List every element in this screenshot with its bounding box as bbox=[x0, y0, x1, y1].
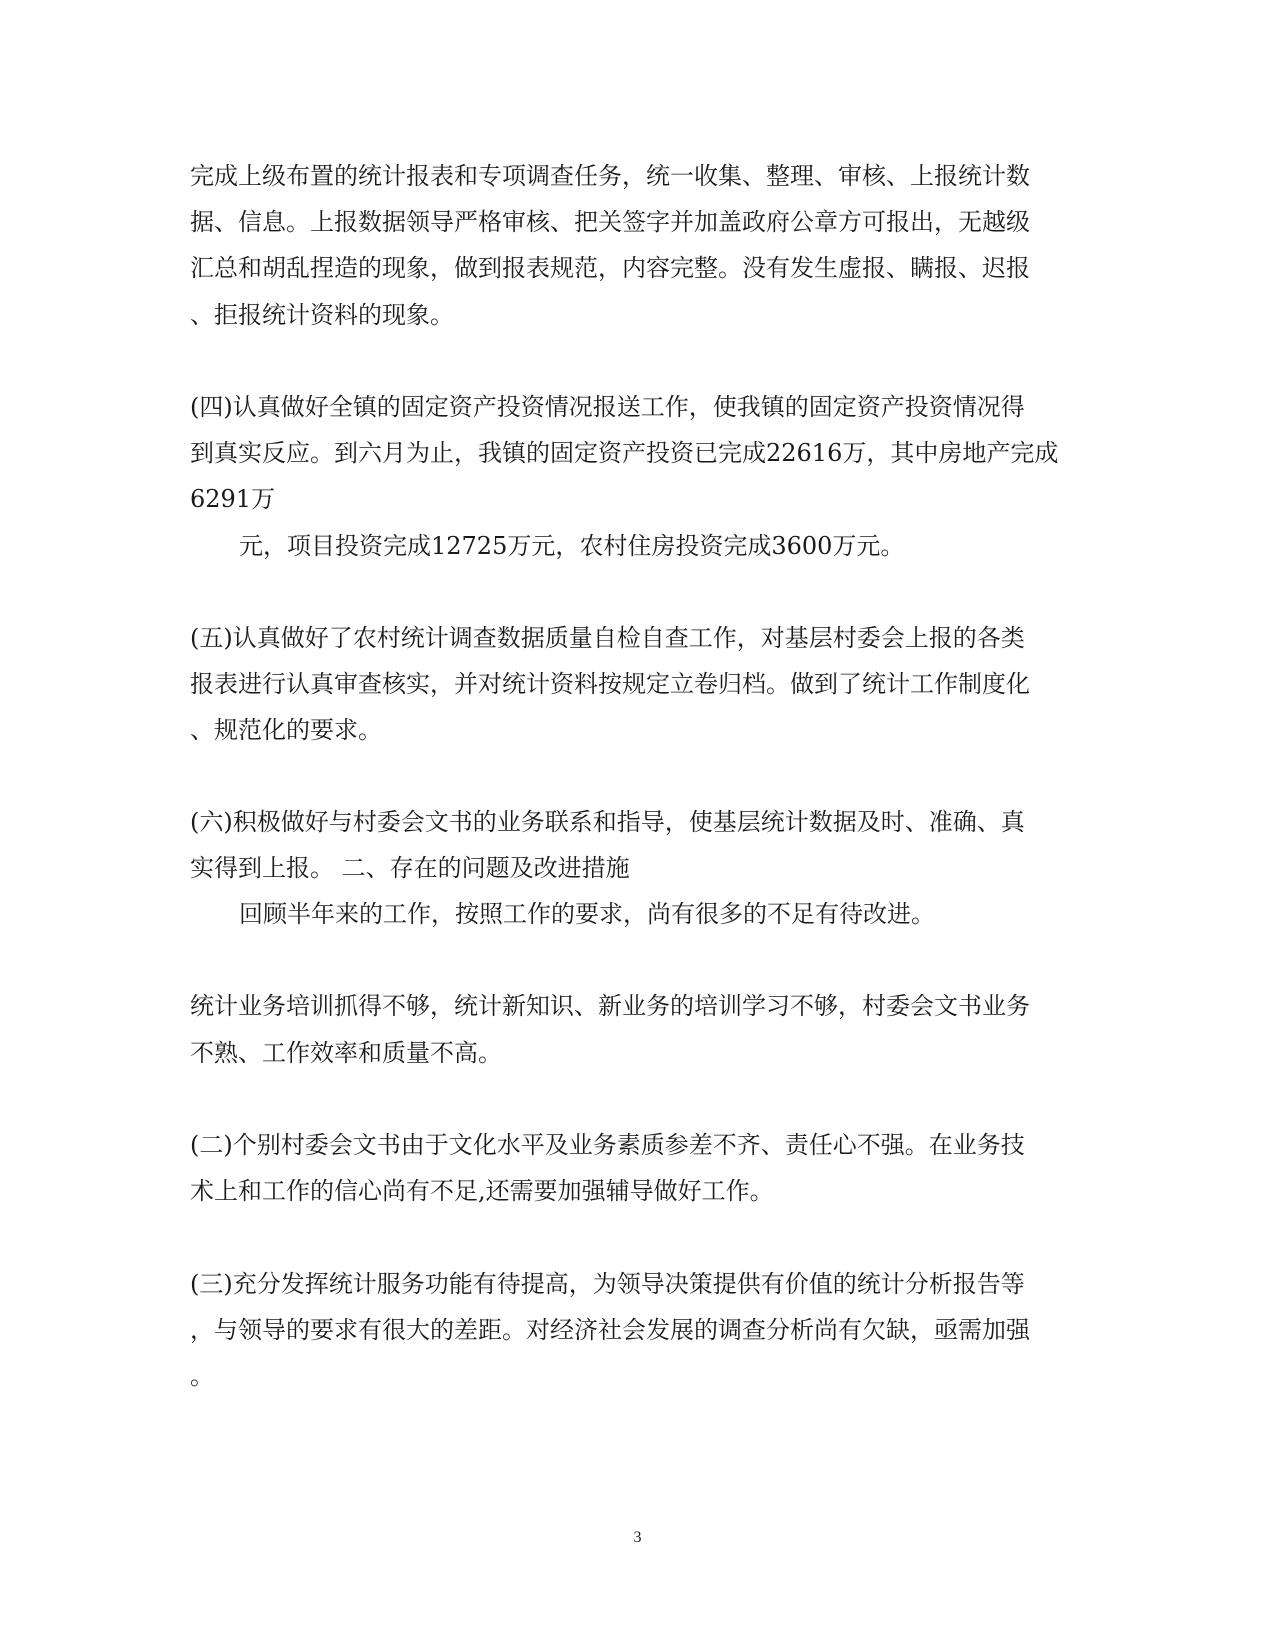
text-line: (三)充分发挥统计服务功能有待提高，为领导决策提供有价值的统计分析报告等 bbox=[190, 1270, 1025, 1298]
text-line: (四)认真做好全镇的固定资产投资情况报送工作，使我镇的固定资产投资情况得 bbox=[190, 393, 1025, 421]
text-line: 不熟、工作效率和质量不高。 bbox=[190, 1039, 502, 1067]
text-line: ，与领导的要求有很大的差距。对经济社会发展的调查分析尚有欠缺，亟需加强 bbox=[190, 1316, 1030, 1344]
text-line: 回顾半年来的工作，按照工作的要求，尚有很多的不足有待改进。 bbox=[239, 900, 935, 928]
text-line: 汇总和胡乱捏造的现象，做到报表规范，内容完整。没有发生虚报、瞒报、迟报 bbox=[190, 254, 1030, 282]
text-line: 、规范化的要求。 bbox=[190, 716, 382, 744]
text-line: 术上和工作的信心尚有不足,还需要加强辅导做好工作。 bbox=[190, 1177, 774, 1205]
text-line: 到真实反应。到六月为止，我镇的固定资产投资已完成22616万，其中房地产完成 bbox=[190, 439, 1059, 467]
text-line: 报表进行认真审查核实，并对统计资料按规定立卷归档。做到了统计工作制度化 bbox=[190, 670, 1030, 698]
text-line: (六)积极做好与村委会文书的业务联系和指导，使基层统计数据及时、准确、真 bbox=[190, 808, 1025, 836]
text-line: 6291万 bbox=[190, 485, 276, 513]
page-number: 3 bbox=[633, 1529, 642, 1546]
text-line: 统计业务培训抓得不够，统计新知识、新业务的培训学习不够，村委会文书业务 bbox=[190, 992, 1030, 1020]
text-line: 实得到上报。 二、存在的问题及改进措施 bbox=[190, 854, 630, 882]
text-line: 完成上级布置的统计报表和专项调查任务，统一收集、整理、审核、上报统计数 bbox=[190, 162, 1030, 190]
text-line: (五)认真做好了农村统计调查数据质量自检自查工作，对基层村委会上报的各类 bbox=[190, 624, 1025, 652]
text-line: 、拒报统计资料的现象。 bbox=[190, 301, 454, 329]
text-line: 。 bbox=[190, 1362, 214, 1390]
text-line: 据、信息。上报数据领导严格审核、把关签字并加盖政府公章方可报出，无越级 bbox=[190, 208, 1030, 236]
text-line: 元，项目投资完成12725万元，农村住房投资完成3600万元。 bbox=[239, 532, 905, 560]
text-line: (二)个别村委会文书由于文化水平及业务素质参差不齐、责任心不强。在业务技 bbox=[190, 1131, 1025, 1159]
